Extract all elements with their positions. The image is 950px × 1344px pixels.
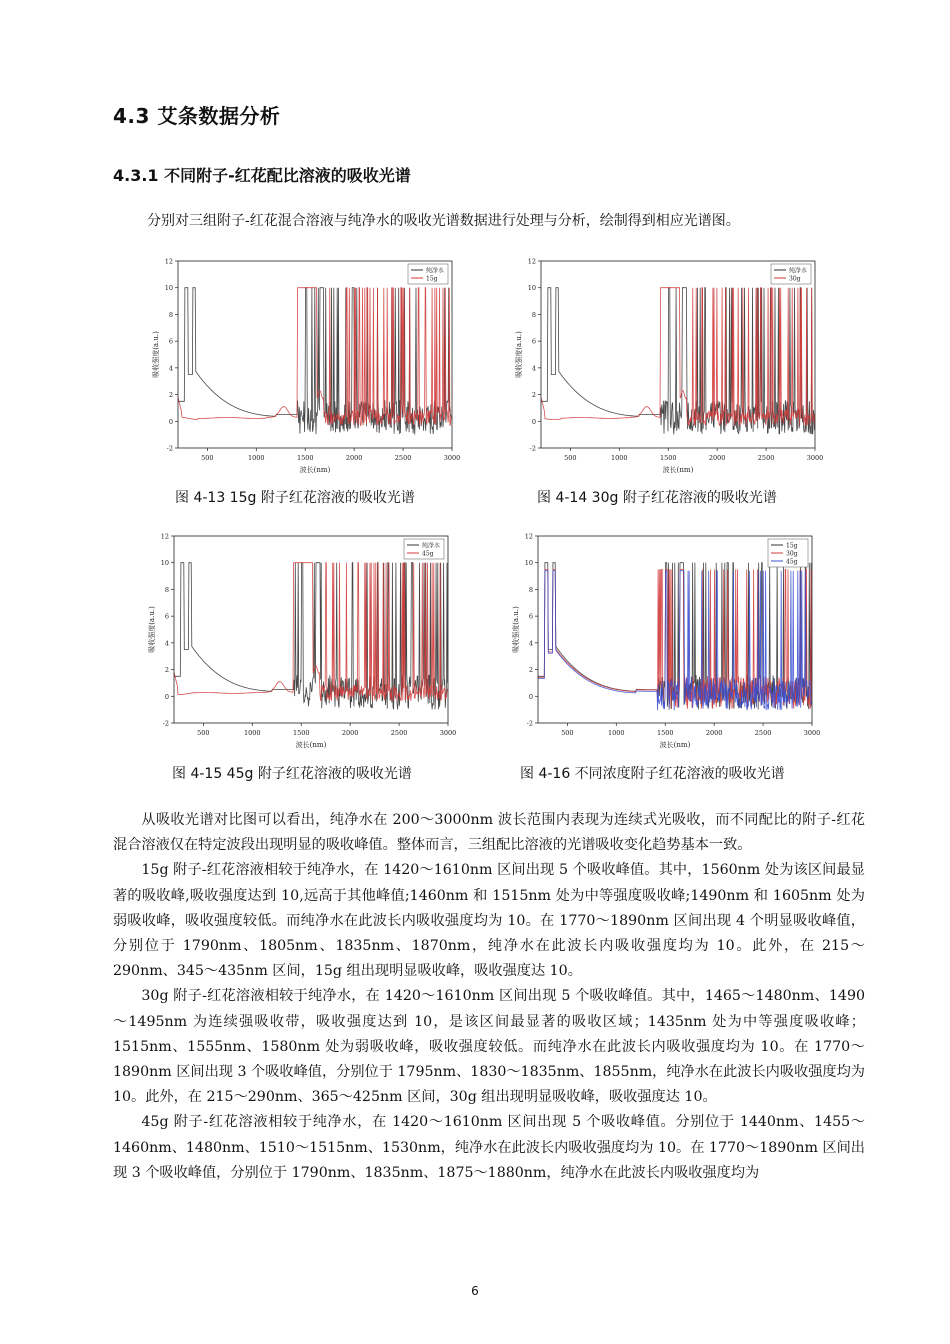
y-tick-label: 0 bbox=[528, 692, 533, 701]
paragraph: 45g 附子-红花溶液相较于纯净水，在 1420～1610nm 区间出现 5 个吸收峰值。分别位于 1440nm、1455～1460nm、1480nm、1510～1515nm、1530nm，纯净水在此波长内吸收强度均为 10。在 1770～1890nm 区间出现 3 个吸收峰值，分别位于 1790nm、1835nm、1875～1880nm，纯净水在此波长内吸收强度均为 bbox=[113, 1114, 865, 1181]
y-tick-label: 8 bbox=[531, 310, 536, 319]
spectrum-chart-30g bbox=[503, 253, 853, 478]
figure-caption-4-15: 图 4-15 45g 附子红花溶液的吸收光谱 bbox=[172, 766, 412, 782]
x-tick-label: 1000 bbox=[611, 454, 628, 462]
y-tick-label: 10 bbox=[160, 559, 169, 568]
y-tick-label: 4 bbox=[531, 364, 536, 373]
x-tick-label: 3000 bbox=[439, 729, 457, 737]
x-tick-label: 500 bbox=[564, 454, 577, 462]
legend-label: 15g bbox=[426, 275, 438, 283]
x-axis-label: 波长(nm) bbox=[659, 741, 691, 749]
x-tick-label: 500 bbox=[201, 454, 214, 462]
y-tick-label: 8 bbox=[164, 585, 169, 594]
y-tick-label: 12 bbox=[160, 532, 169, 541]
y-tick-label: 10 bbox=[524, 559, 533, 568]
figure-caption-4-13: 图 4-13 15g 附子红花溶液的吸收光谱 bbox=[175, 490, 415, 506]
y-tick-label: 2 bbox=[531, 391, 536, 400]
y-tick-label: 6 bbox=[528, 612, 533, 621]
y-tick-label: 0 bbox=[531, 417, 536, 426]
y-axis-label: 吸收强度(a.u.) bbox=[512, 606, 520, 653]
body-text bbox=[113, 808, 865, 1186]
y-tick-label: 4 bbox=[528, 639, 533, 648]
x-tick-label: 2000 bbox=[708, 454, 726, 462]
x-tick-label: 1500 bbox=[296, 454, 314, 462]
legend-label: 45g bbox=[786, 558, 798, 566]
x-tick-label: 2000 bbox=[705, 729, 723, 737]
page-number: 6 bbox=[471, 1284, 479, 1298]
x-tick-label: 1000 bbox=[244, 729, 261, 737]
x-tick-label: 1500 bbox=[292, 729, 310, 737]
y-tick-label: 2 bbox=[164, 666, 169, 675]
y-tick-label: -2 bbox=[529, 444, 536, 453]
spectrum-chart-45g bbox=[136, 528, 486, 753]
y-tick-label: 12 bbox=[164, 257, 173, 266]
section-title: 4.3 艾条数据分析 bbox=[113, 104, 281, 128]
y-axis-label: 吸收强度(a.u.) bbox=[152, 331, 160, 378]
x-tick-label: 1000 bbox=[248, 454, 265, 462]
x-tick-label: 2500 bbox=[394, 454, 412, 462]
x-axis-label: 波长(nm) bbox=[662, 466, 694, 474]
x-tick-label: 3000 bbox=[443, 454, 461, 462]
legend-label: 30g bbox=[786, 550, 798, 558]
y-tick-label: 4 bbox=[164, 639, 169, 648]
x-tick-label: 2500 bbox=[757, 454, 775, 462]
y-tick-label: -2 bbox=[526, 719, 533, 728]
y-tick-label: 12 bbox=[524, 532, 533, 541]
x-axis-label: 波长(nm) bbox=[295, 741, 327, 749]
x-tick-label: 1000 bbox=[608, 729, 625, 737]
y-tick-label: 4 bbox=[168, 364, 173, 373]
x-tick-label: 500 bbox=[197, 729, 210, 737]
y-tick-label: 8 bbox=[168, 310, 173, 319]
y-tick-label: -2 bbox=[162, 719, 169, 728]
figure-caption-4-16: 图 4-16 不同浓度附子红花溶液的吸收光谱 bbox=[520, 766, 785, 782]
x-tick-label: 2500 bbox=[390, 729, 408, 737]
y-axis-label: 吸收强度(a.u.) bbox=[515, 331, 523, 378]
x-tick-label: 3000 bbox=[803, 729, 821, 737]
x-tick-label: 1500 bbox=[656, 729, 674, 737]
paragraph: 从吸收光谱对比图可以看出，纯净水在 200～3000nm 波长范围内表现为连续式光吸收，而不同配比的附子-红花混合溶液仅在特定波段出现明显的吸收峰值。整体而言，三组配比溶液的光谱吸收变化趋势基本一致。 bbox=[113, 812, 865, 854]
subsection-title: 4.3.1 不同附子-红花配比溶液的吸收光谱 bbox=[113, 166, 411, 185]
y-tick-label: 8 bbox=[528, 585, 533, 594]
x-tick-label: 2000 bbox=[341, 729, 359, 737]
x-tick-label: 1500 bbox=[659, 454, 677, 462]
y-tick-label: 2 bbox=[528, 666, 533, 675]
y-tick-label: 2 bbox=[168, 391, 173, 400]
paragraph: 30g 附子-红花溶液相较于纯净水，在 1420～1610nm 区间出现 5 个吸收峰值。其中，1465～1480nm、1490～1495nm 为连续强吸收带，吸收强度达到 10，是该区间最显著的吸收区域；1435nm 处为中等强度吸收峰；1515nm、1555nm、1580nm 处为弱吸收峰，吸收强度较低。而纯净水在此波长内吸收强度均为 10。在 1770～1890nm 区间出现 3 个吸收峰值，分别位于 1795nm、1830～1835nm、1855nm，纯净水在此波长内吸收强度均为 10。此外，在 215～290nm、365～425nm 区间，30g 组出现明显吸收峰，吸收强度达 10。 bbox=[113, 988, 865, 1106]
intro-paragraph: 分别对三组附子-红花混合溶液与纯净水的吸收光谱数据进行处理与分析，绘制得到相应光谱图。 bbox=[147, 213, 740, 229]
legend-label: 纯净水 bbox=[422, 542, 441, 550]
x-tick-label: 2000 bbox=[345, 454, 363, 462]
y-axis-label: 吸收强度(a.u.) bbox=[148, 606, 156, 653]
y-tick-label: 0 bbox=[168, 417, 173, 426]
x-tick-label: 3000 bbox=[806, 454, 824, 462]
x-tick-label: 500 bbox=[561, 729, 574, 737]
paragraph: 15g 附子-红花溶液相较于纯净水，在 1420～1610nm 区间出现 5 个吸收峰值。其中，1560nm 处为该区间最显著的吸收峰,吸收强度达到 10,远高于其他峰值;1460nm 和 1515nm 处为中等强度吸收峰;1490nm 和 1605nm 处为弱吸收峰，吸收强度较低。而纯净水在此波长内吸收强度均为 10。在 1770～1890nm 区间出现 4 个明显吸收峰值，分别位于 1790nm、1805nm、1835nm、1870nm，纯净水在此波长内吸收强度均为 10。此外，在 215～290nm、345～435nm 区间，15g 组出现明显吸收峰，吸收强度达 10。 bbox=[113, 862, 865, 980]
x-tick-label: 2500 bbox=[754, 729, 772, 737]
x-axis-label: 波长(nm) bbox=[299, 466, 331, 474]
legend-label: 纯净水 bbox=[426, 267, 445, 275]
legend-label: 45g bbox=[422, 550, 434, 558]
y-tick-label: 6 bbox=[164, 612, 169, 621]
spectrum-chart-compare bbox=[500, 528, 850, 753]
legend-label: 15g bbox=[786, 542, 798, 550]
y-tick-label: 10 bbox=[527, 284, 536, 293]
y-tick-label: 6 bbox=[168, 337, 173, 346]
y-tick-label: 0 bbox=[164, 692, 169, 701]
y-tick-label: 12 bbox=[527, 257, 536, 266]
spectrum-chart-15g bbox=[140, 253, 490, 478]
figure-caption-4-14: 图 4-14 30g 附子红花溶液的吸收光谱 bbox=[537, 490, 777, 506]
y-tick-label: 10 bbox=[164, 284, 173, 293]
legend-label: 纯净水 bbox=[789, 267, 808, 275]
legend-label: 30g bbox=[789, 275, 801, 283]
y-tick-label: 6 bbox=[531, 337, 536, 346]
y-tick-label: -2 bbox=[166, 444, 173, 453]
